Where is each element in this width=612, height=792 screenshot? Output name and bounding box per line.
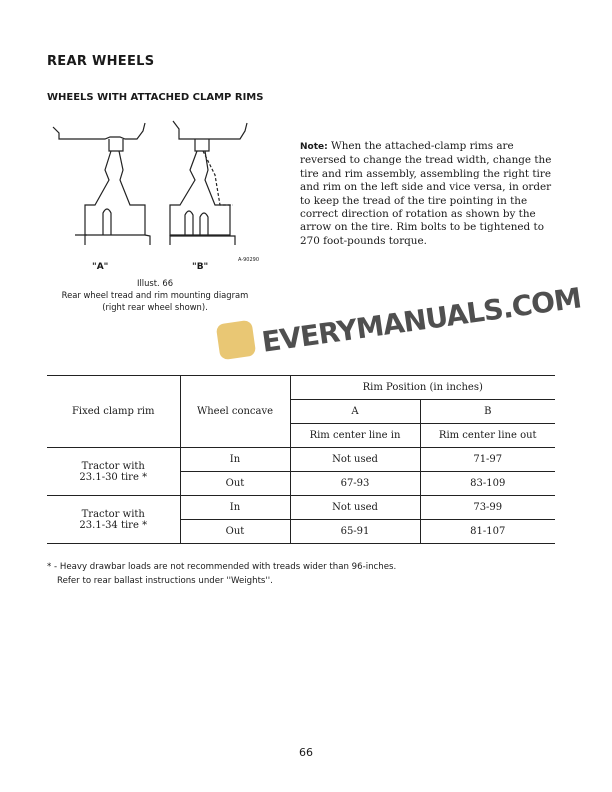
concave-cell: In: [180, 496, 290, 520]
figure-label-a: "A": [92, 262, 109, 272]
subheader-b: Rim center line out: [420, 424, 555, 448]
subsection-title: WHEELS WITH ATTACHED CLAMP RIMS: [47, 92, 264, 103]
caption-description: Rear wheel tread and rim mounting diagram: [61, 290, 249, 300]
a-cell: Not used: [290, 496, 420, 520]
concave-cell: Out: [180, 472, 290, 496]
caption-note: (right rear wheel shown).: [102, 302, 208, 312]
b-cell: 71-97: [420, 448, 555, 472]
rim-mounting-diagram: [45, 115, 255, 245]
b-cell: 73-99: [420, 496, 555, 520]
tire-group-label: Tractor with 23.1-34 tire *: [47, 496, 180, 544]
footnote: [47, 560, 396, 588]
note-paragraph: [300, 140, 562, 248]
watermark-logo-icon: [216, 320, 257, 361]
watermark: EVERYMANUALS.COM: [259, 281, 583, 359]
a-cell: 67-93: [290, 472, 420, 496]
note-text: When the attached-clamp rims are reversed to change the tread width, change the tire and rim assembly, assembling the right tire and rim on the left side and vice versa, in order to keep the tread of the tire pointing in the correct direction of rotation as shown by the arrow on the tire. Rim bolts to be tightened to 270 foot-pounds torque.: [300, 140, 552, 247]
header-b: B: [420, 400, 555, 424]
header-a: A: [290, 400, 420, 424]
a-cell: Not used: [290, 448, 420, 472]
tire-group-label: Tractor with 23.1-30 tire *: [47, 448, 180, 496]
subheader-a: Rim center line in: [290, 424, 420, 448]
b-cell: 83-109: [420, 472, 555, 496]
header-fixed-clamp-rim: Fixed clamp rim: [47, 376, 180, 448]
figure-code: A-90290: [238, 257, 260, 263]
caption-illust-number: Illust. 66: [136, 278, 174, 288]
header-rim-position: Rim Position (in inches): [290, 376, 555, 400]
b-cell: 81-107: [420, 520, 555, 544]
figure-label-b: "B": [192, 262, 209, 272]
footnote-line: Refer to rear ballast instructions under ''Weights''.: [57, 576, 273, 586]
table-row: [47, 496, 555, 520]
footnote-line: * - Heavy drawbar loads are not recommended with treads wider than 96-inches.: [47, 562, 397, 572]
concave-cell: Out: [180, 520, 290, 544]
page-number: 66: [299, 746, 313, 759]
header-wheel-concave: Wheel concave: [180, 376, 290, 448]
section-title: REAR WHEELS: [47, 54, 155, 69]
note-lead: Note:: [300, 142, 328, 152]
concave-cell: In: [180, 448, 290, 472]
a-cell: 65-91: [290, 520, 420, 544]
table-row: [47, 448, 555, 472]
figure-caption: [60, 277, 250, 313]
rim-position-table: [47, 375, 555, 544]
